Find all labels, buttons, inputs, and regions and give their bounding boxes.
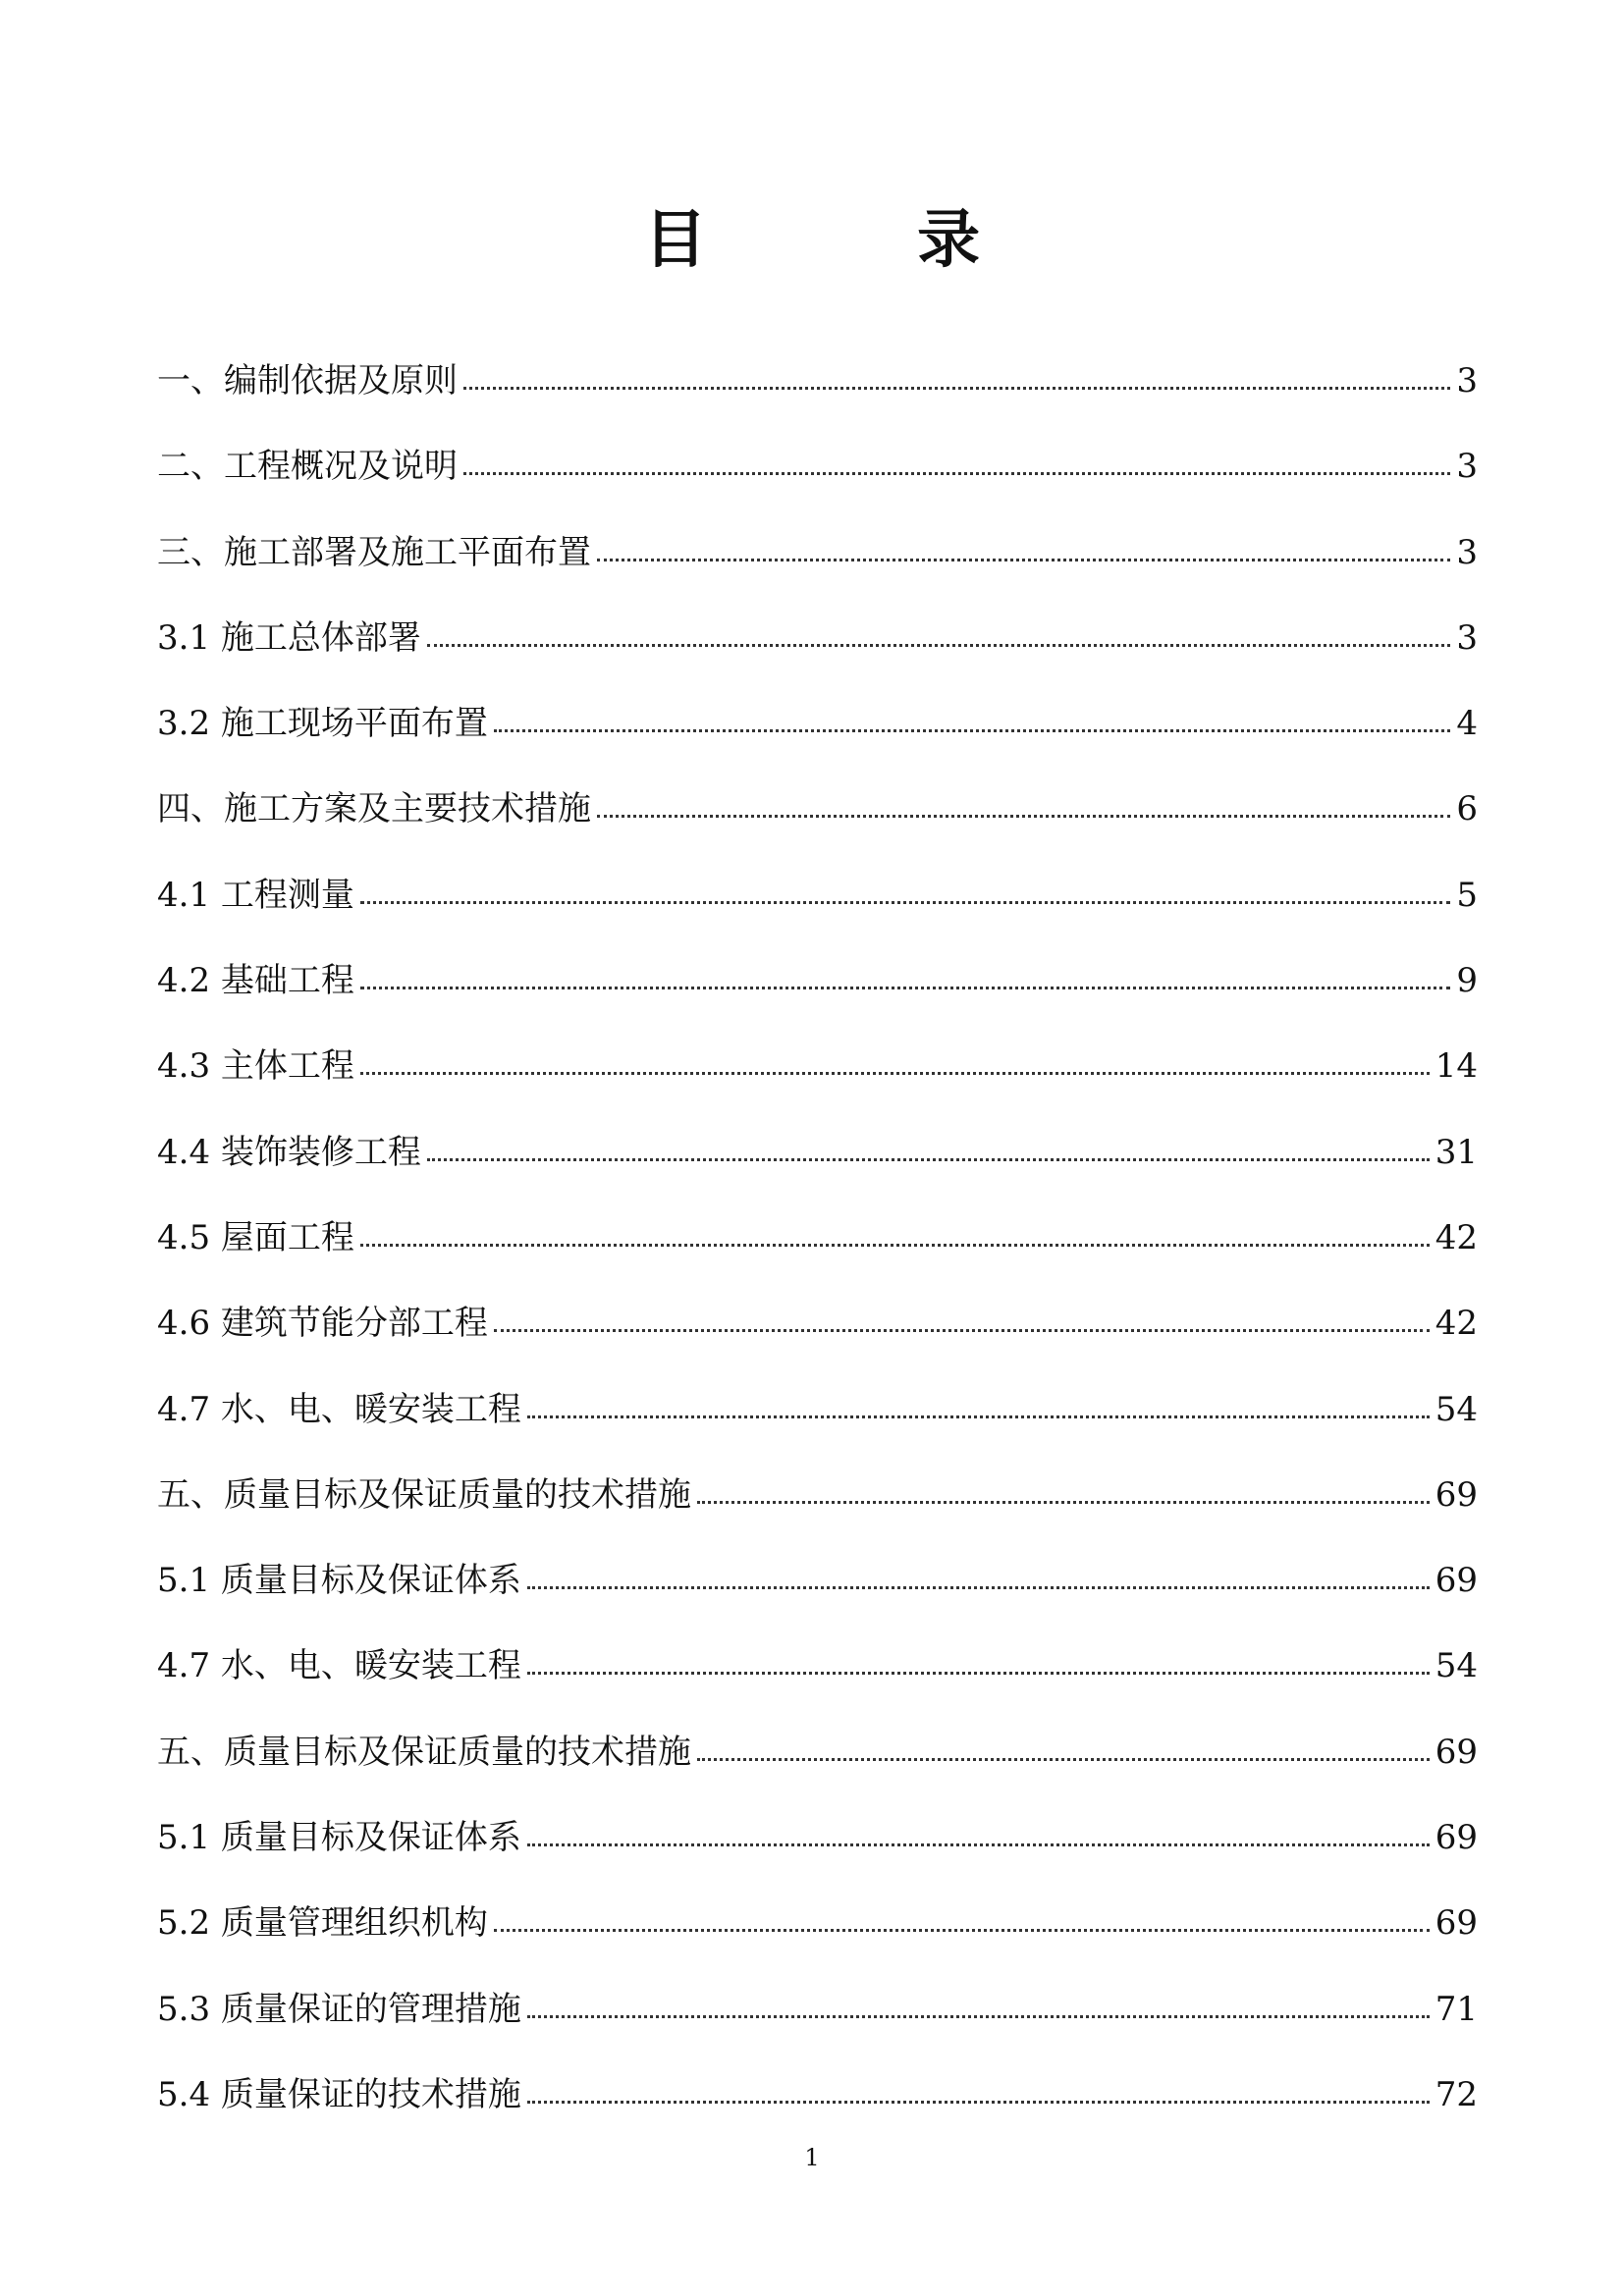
toc-entry[interactable] (157, 1281, 1478, 1366)
toc-entry[interactable] (157, 1967, 1478, 2053)
page-number: 1 (804, 2144, 820, 2171)
toc-entry-label: 4.1 工程测量 (157, 875, 354, 915)
toc-entry[interactable] (157, 1196, 1478, 1281)
toc-entry-label: 5.1 质量目标及保证体系 (157, 1818, 521, 1858)
toc-entry-label: 5.2 质量管理组织机构 (157, 1903, 488, 1944)
toc-entry-label: 4.7 水、电、暖安装工程 (157, 1389, 521, 1429)
toc-entry-page: 69 (1435, 1561, 1478, 1601)
toc-entry[interactable] (157, 339, 1478, 424)
toc-entry[interactable] (157, 1024, 1478, 1109)
toc-entry-label: 4.7 水、电、暖安装工程 (157, 1646, 521, 1686)
toc-entry[interactable] (157, 767, 1478, 852)
toc-dot-leader (463, 387, 1450, 390)
toc-entry-page: 5 (1456, 875, 1478, 915)
toc-dot-leader (527, 1415, 1430, 1418)
toc-entry[interactable] (157, 938, 1478, 1024)
toc-dot-leader (697, 1501, 1430, 1504)
toc-entry[interactable] (157, 1710, 1478, 1795)
toc-entry-page: 54 (1435, 1389, 1478, 1429)
toc-entry[interactable] (157, 1538, 1478, 1624)
toc-dot-leader (360, 1244, 1430, 1247)
toc-entry-label: 五、质量目标及保证质量的技术措施 (157, 1732, 691, 1772)
toc-entry-page: 14 (1435, 1046, 1478, 1087)
toc-entry[interactable] (157, 424, 1478, 509)
toc-entry[interactable] (157, 681, 1478, 767)
toc-entry-page: 69 (1435, 1474, 1478, 1515)
toc-entry[interactable] (157, 1110, 1478, 1196)
toc-entry-page: 3 (1456, 532, 1478, 572)
toc-entry[interactable] (157, 1795, 1478, 1881)
toc-entry-page: 31 (1435, 1132, 1478, 1172)
toc-dot-leader (427, 644, 1450, 647)
toc-dot-leader (527, 2101, 1430, 2104)
toc-dot-leader (527, 2015, 1430, 2018)
toc-entry-page: 3 (1456, 447, 1478, 487)
toc-entry-label: 5.3 质量保证的管理措施 (157, 1989, 521, 2029)
toc-entry-label: 三、施工部署及施工平面布置 (157, 532, 591, 572)
toc-entry-page: 72 (1435, 2074, 1478, 2114)
toc-dot-leader (463, 472, 1450, 475)
toc-entry-label: 4.5 屋面工程 (157, 1217, 354, 1257)
toc-entry[interactable] (157, 853, 1478, 938)
toc-entry-label: 一、编制依据及原则 (157, 361, 458, 400)
toc-dot-leader (697, 1758, 1430, 1761)
toc-entry[interactable] (157, 1453, 1478, 1538)
toc-entry[interactable] (157, 596, 1478, 681)
page-title: 目 录 (643, 203, 1075, 277)
toc-entry-label: 3.1 施工总体部署 (157, 617, 421, 658)
toc-entry-page: 42 (1435, 1304, 1478, 1344)
toc-entry-label: 3.2 施工现场平面布置 (157, 704, 488, 744)
toc-dot-leader (527, 1586, 1430, 1589)
toc-entry-page: 69 (1435, 1732, 1478, 1772)
toc-entry-label: 五、质量目标及保证质量的技术措施 (157, 1474, 691, 1515)
toc-entry-page: 6 (1456, 789, 1478, 829)
toc-dot-leader (597, 559, 1450, 561)
toc-entry-page: 3 (1456, 617, 1478, 658)
toc-entry-page: 71 (1435, 1989, 1478, 2029)
toc-dot-leader (494, 729, 1450, 732)
toc-entry-label: 5.1 质量目标及保证体系 (157, 1561, 521, 1601)
toc-dot-leader (527, 1843, 1430, 1846)
toc-entry-page: 3 (1456, 361, 1478, 400)
toc-entry-page: 54 (1435, 1646, 1478, 1686)
toc-entry-label: 4.4 装饰装修工程 (157, 1132, 421, 1172)
toc-dot-leader (597, 815, 1450, 818)
toc-entry[interactable] (157, 2053, 1478, 2138)
toc-dot-leader (360, 1072, 1430, 1075)
toc-entry-page: 69 (1435, 1818, 1478, 1858)
toc-entry-page: 42 (1435, 1217, 1478, 1257)
table-of-contents (157, 339, 1478, 2138)
toc-entry[interactable] (157, 1367, 1478, 1453)
toc-entry[interactable] (157, 1624, 1478, 1709)
toc-dot-leader (494, 1929, 1430, 1932)
toc-entry[interactable] (157, 510, 1478, 596)
toc-entry[interactable] (157, 1881, 1478, 1966)
toc-entry-page: 9 (1456, 961, 1478, 1001)
toc-entry-page: 69 (1435, 1903, 1478, 1944)
toc-entry-label: 二、工程概况及说明 (157, 447, 458, 487)
toc-entry-label: 5.4 质量保证的技术措施 (157, 2074, 521, 2114)
toc-dot-leader (527, 1672, 1430, 1675)
toc-dot-leader (360, 901, 1450, 904)
toc-entry-label: 4.2 基础工程 (157, 961, 354, 1001)
toc-entry-label: 4.6 建筑节能分部工程 (157, 1304, 488, 1344)
toc-entry-label: 四、施工方案及主要技术措施 (157, 789, 591, 829)
toc-dot-leader (494, 1329, 1430, 1332)
toc-entry-label: 4.3 主体工程 (157, 1046, 354, 1087)
toc-entry-page: 4 (1456, 704, 1478, 744)
toc-dot-leader (427, 1158, 1430, 1161)
toc-dot-leader (360, 987, 1450, 989)
